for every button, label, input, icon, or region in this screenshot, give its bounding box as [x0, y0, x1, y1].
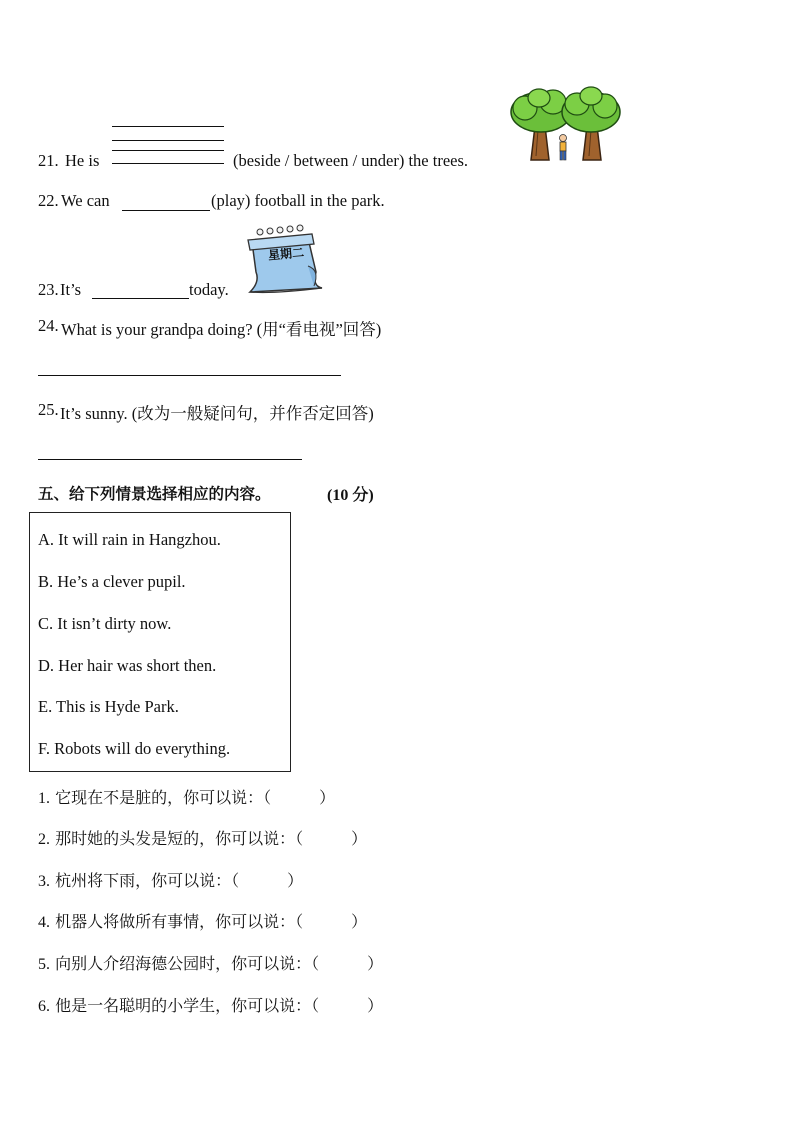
situation-text: 机器人将做所有事情，你可以说：（ ） — [55, 912, 368, 931]
calendar-icon — [242, 222, 324, 298]
q21-answer-line-4[interactable] — [112, 163, 224, 164]
option-c: C. It isn’t dirty now. — [38, 614, 172, 633]
option-e: E. This is Hyde Park. — [38, 697, 179, 716]
situation-text: 杭州将下雨，你可以说：（ ） — [55, 871, 304, 890]
situation-1[interactable] — [38, 785, 335, 808]
q24-text: What is your grandpa doing? (用“看电视”回答) — [61, 320, 382, 339]
q22-number: 22. — [38, 191, 59, 210]
option-b: B. He’s a clever pupil. — [38, 572, 186, 591]
q23-prefix: It’s — [60, 280, 82, 299]
q24-number: 24. — [38, 316, 59, 335]
q25-text: It’s sunny. (改为一般疑问句，并作否定回答) — [60, 404, 374, 423]
q21-number: 21. — [38, 151, 59, 170]
situation-6[interactable] — [38, 993, 383, 1016]
situation-number: 2. — [38, 831, 50, 848]
q22-answer-line[interactable] — [122, 210, 210, 211]
situation-text: 他是一名聪明的小学生，你可以说：（ ） — [55, 996, 384, 1015]
situation-4[interactable] — [38, 909, 367, 932]
situation-number: 6. — [38, 998, 50, 1015]
situation-text: 那时她的头发是短的，你可以说：（ ） — [55, 829, 368, 848]
section-5-title: 五、给下列情景选择相应的内容。 — [38, 485, 271, 503]
situation-number: 1. — [38, 790, 50, 807]
option-a: A. It will rain in Hangzhou. — [38, 530, 221, 549]
q22-prefix: We can — [61, 191, 110, 210]
q21-prefix: He is — [65, 151, 100, 170]
q23-suffix: today. — [189, 280, 229, 299]
q25-answer-line[interactable] — [38, 459, 302, 460]
q25-number: 25. — [38, 400, 59, 419]
situation-number: 3. — [38, 873, 50, 890]
section-5-score: (10 分) — [327, 487, 374, 504]
q23-number: 23. — [38, 280, 59, 299]
situation-3[interactable] — [38, 868, 303, 891]
situation-2[interactable] — [38, 826, 367, 849]
two-trees-with-boy-icon — [505, 86, 621, 166]
option-d: D. Her hair was short then. — [38, 656, 217, 675]
q24-answer-line[interactable] — [38, 375, 341, 376]
situation-number: 4. — [38, 914, 50, 931]
q21-answer-line-3 — [112, 150, 224, 151]
situation-5[interactable] — [38, 951, 383, 974]
q21-answer-line-2 — [112, 140, 224, 141]
calendar-label: 星期二 — [267, 245, 305, 263]
options-box — [29, 512, 291, 772]
situation-number: 5. — [38, 956, 50, 973]
situation-text: 它现在不是脏的，你可以说：（ ） — [55, 788, 336, 807]
situation-text: 向别人介绍海德公园时，你可以说：（ ） — [55, 954, 384, 973]
option-f: F. Robots will do everything. — [38, 739, 231, 758]
q21-answer-line-1 — [112, 126, 224, 127]
q22-suffix: (play) football in the park. — [211, 191, 385, 210]
q21-choices: (beside / between / under) the trees. — [233, 151, 469, 170]
q23-answer-line[interactable] — [92, 298, 189, 299]
